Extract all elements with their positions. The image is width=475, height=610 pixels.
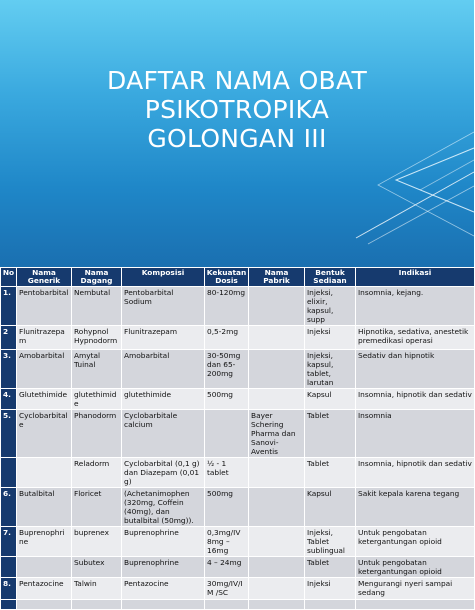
table-row [1, 326, 475, 350]
cell-dagang: Floricet [72, 488, 122, 527]
cell-dagang: Talwin [72, 578, 122, 600]
table-row [1, 410, 475, 458]
cell-indikasi: Sedativ dan hipnotik [356, 350, 475, 389]
cell-no: 5. [1, 410, 17, 458]
cell-sediaan: Kapsul [305, 389, 356, 410]
cell-indikasi: Insomnia [356, 410, 475, 458]
header-komposisi: Komposisi [122, 268, 205, 287]
cell-generik: Flunitrazepam [17, 326, 72, 350]
cell-pabrik [249, 488, 305, 527]
table-row [1, 527, 475, 557]
cell-pabrik [249, 389, 305, 410]
cell-pabrik [249, 326, 305, 350]
cell-dosis: 0,5-2mg [205, 326, 249, 350]
cell-dosis: 80-120mg [205, 287, 249, 326]
header-bentuk-sediaan: Bentuk Sediaan [305, 268, 356, 287]
header-kekuatan-dosis: Kekuatan Dosis [205, 268, 249, 287]
table-row [1, 578, 475, 600]
table-row [1, 557, 475, 578]
cell-pabrik [249, 527, 305, 557]
slide-title [60, 66, 414, 153]
cell-sediaan: Injeksi [305, 326, 356, 350]
cell-dosis: 0,3mg/IV 8mg – 16mg [205, 527, 249, 557]
cell-dagang: buprenex [72, 527, 122, 557]
table-row [1, 389, 475, 410]
title-line-1: DAFTAR NAMA OBAT [106, 66, 368, 95]
cell-sediaan: Injeksi [305, 578, 356, 600]
table-row [1, 350, 475, 389]
cell-no [1, 557, 17, 578]
header-nama-pabrik: Nama Pabrik [249, 268, 305, 287]
cell-indikasi: Hipnotika, sedativa, anestetik premedikasi operasi [356, 326, 475, 350]
drug-table [0, 267, 475, 610]
header-nama-dagang: Nama Dagang [72, 268, 122, 287]
cell-dosis: ½ - 1 tablet [205, 458, 249, 488]
cell-sediaan: Injeksi, Tablet sublingual [305, 527, 356, 557]
cell-dagang: Phanodorm [72, 410, 122, 458]
cell-komposisi: Buprenophrine [122, 557, 205, 578]
cell-indikasi: Insomnia, hipnotik dan sedativ [356, 389, 475, 410]
cell-generik: Pentazocine [17, 578, 72, 600]
cell-komposisi: Flunitrazepam [122, 326, 205, 350]
header-indikasi: Indikasi [356, 268, 475, 287]
cell-pabrik [249, 287, 305, 326]
cell-dosis: 4 – 24mg [205, 557, 249, 578]
table-row [1, 287, 475, 326]
cell-generik: Pentobarbital [17, 287, 72, 326]
table-header-row [1, 268, 475, 287]
cell-no: 7. [1, 527, 17, 557]
cell-pabrik: Bayer Schering Pharma dan Sanovi-Aventis [249, 410, 305, 458]
cell-dagang: Rohypnol Hypnodorm [72, 326, 122, 350]
cell-komposisi: Pentobarbital Sodium [122, 287, 205, 326]
cell-dagang: Reladorm [72, 458, 122, 488]
cell-indikasi: Insomnia, kejang. [356, 287, 475, 326]
cell-no: 4. [1, 389, 17, 410]
cell-komposisi: Cyclobarbitale calcium [122, 410, 205, 458]
cell-generik: Cyclobarbitale [17, 410, 72, 458]
cell-generik: Buprenophrine [17, 527, 72, 557]
cell-dagang: glutethimide [72, 389, 122, 410]
cell-generik [17, 458, 72, 488]
title-line-3: GOLONGAN III [147, 124, 327, 153]
cell-dosis: 30mg/IV/IM /SC [205, 578, 249, 600]
cell-no: 3. [1, 350, 17, 389]
cell-komposisi: Amobarbital [122, 350, 205, 389]
cell-pabrik [249, 458, 305, 488]
cell-komposisi: Cyclobarbital (0,1 g) dan Diazepam (0,01 g) [122, 458, 205, 488]
cell-sediaan: Tablet [305, 458, 356, 488]
title-line-2: PSIKOTROPIKA [144, 95, 330, 124]
cell-dagang: Subutex [72, 557, 122, 578]
cell-sediaan: Injeksi, elixir, kapsul, supp [305, 287, 356, 326]
cell-no: 6. [1, 488, 17, 527]
cell-indikasi: Mengurangi nyeri sampai sedang [356, 578, 475, 600]
drug-table-container [0, 267, 474, 597]
cell-indikasi: Insomnia, hipnotik dan sedativ [356, 458, 475, 488]
cell-generik [17, 557, 72, 578]
cell-pabrik [249, 578, 305, 600]
cell-generik: Glutethimide [17, 389, 72, 410]
cell-indikasi: Sakit kepala karena tegang [356, 488, 475, 527]
cell-komposisi: Pentazocine [122, 578, 205, 600]
cell-indikasi: Untuk pengobatan ketergantungan opioid [356, 527, 475, 557]
cell-dosis: 30-50mg dan 65-200mg [205, 350, 249, 389]
cell-dosis [205, 410, 249, 458]
cell-no: 2 [1, 326, 17, 350]
cell-indikasi: Untuk pengobatan ketergantungan opioid [356, 557, 475, 578]
cell-dosis: 500mg [205, 389, 249, 410]
table-row [1, 458, 475, 488]
cell-dosis: 500mg [205, 488, 249, 527]
cell-sediaan: Kapsul [305, 488, 356, 527]
cell-pabrik [249, 350, 305, 389]
cell-komposisi: (Achetanimophen (320mg, Coffein (40mg), dan butalbital (50mg)). [122, 488, 205, 527]
cell-no: 1. [1, 287, 17, 326]
table-row [1, 488, 475, 527]
cell-pabrik [249, 557, 305, 578]
cell-komposisi: glutethimide [122, 389, 205, 410]
cell-sediaan: Injeksi, kapsul, tablet, larutan [305, 350, 356, 389]
cell-sediaan: Tablet [305, 410, 356, 458]
table-row [1, 600, 475, 610]
cell-generik: Butalbital [17, 488, 72, 527]
cell-dagang: Nembutal [72, 287, 122, 326]
cell-generik: Amobarbital [17, 350, 72, 389]
cell-no [1, 458, 17, 488]
cell-komposisi: Buprenophrine [122, 527, 205, 557]
header-no: No [1, 268, 17, 287]
cell-sediaan: Tablet [305, 557, 356, 578]
cell-dagang: Amytal Tuinal [72, 350, 122, 389]
header-nama-generik: Nama Generik [17, 268, 72, 287]
slide-background [0, 0, 474, 268]
cell-no: 8. [1, 578, 17, 600]
